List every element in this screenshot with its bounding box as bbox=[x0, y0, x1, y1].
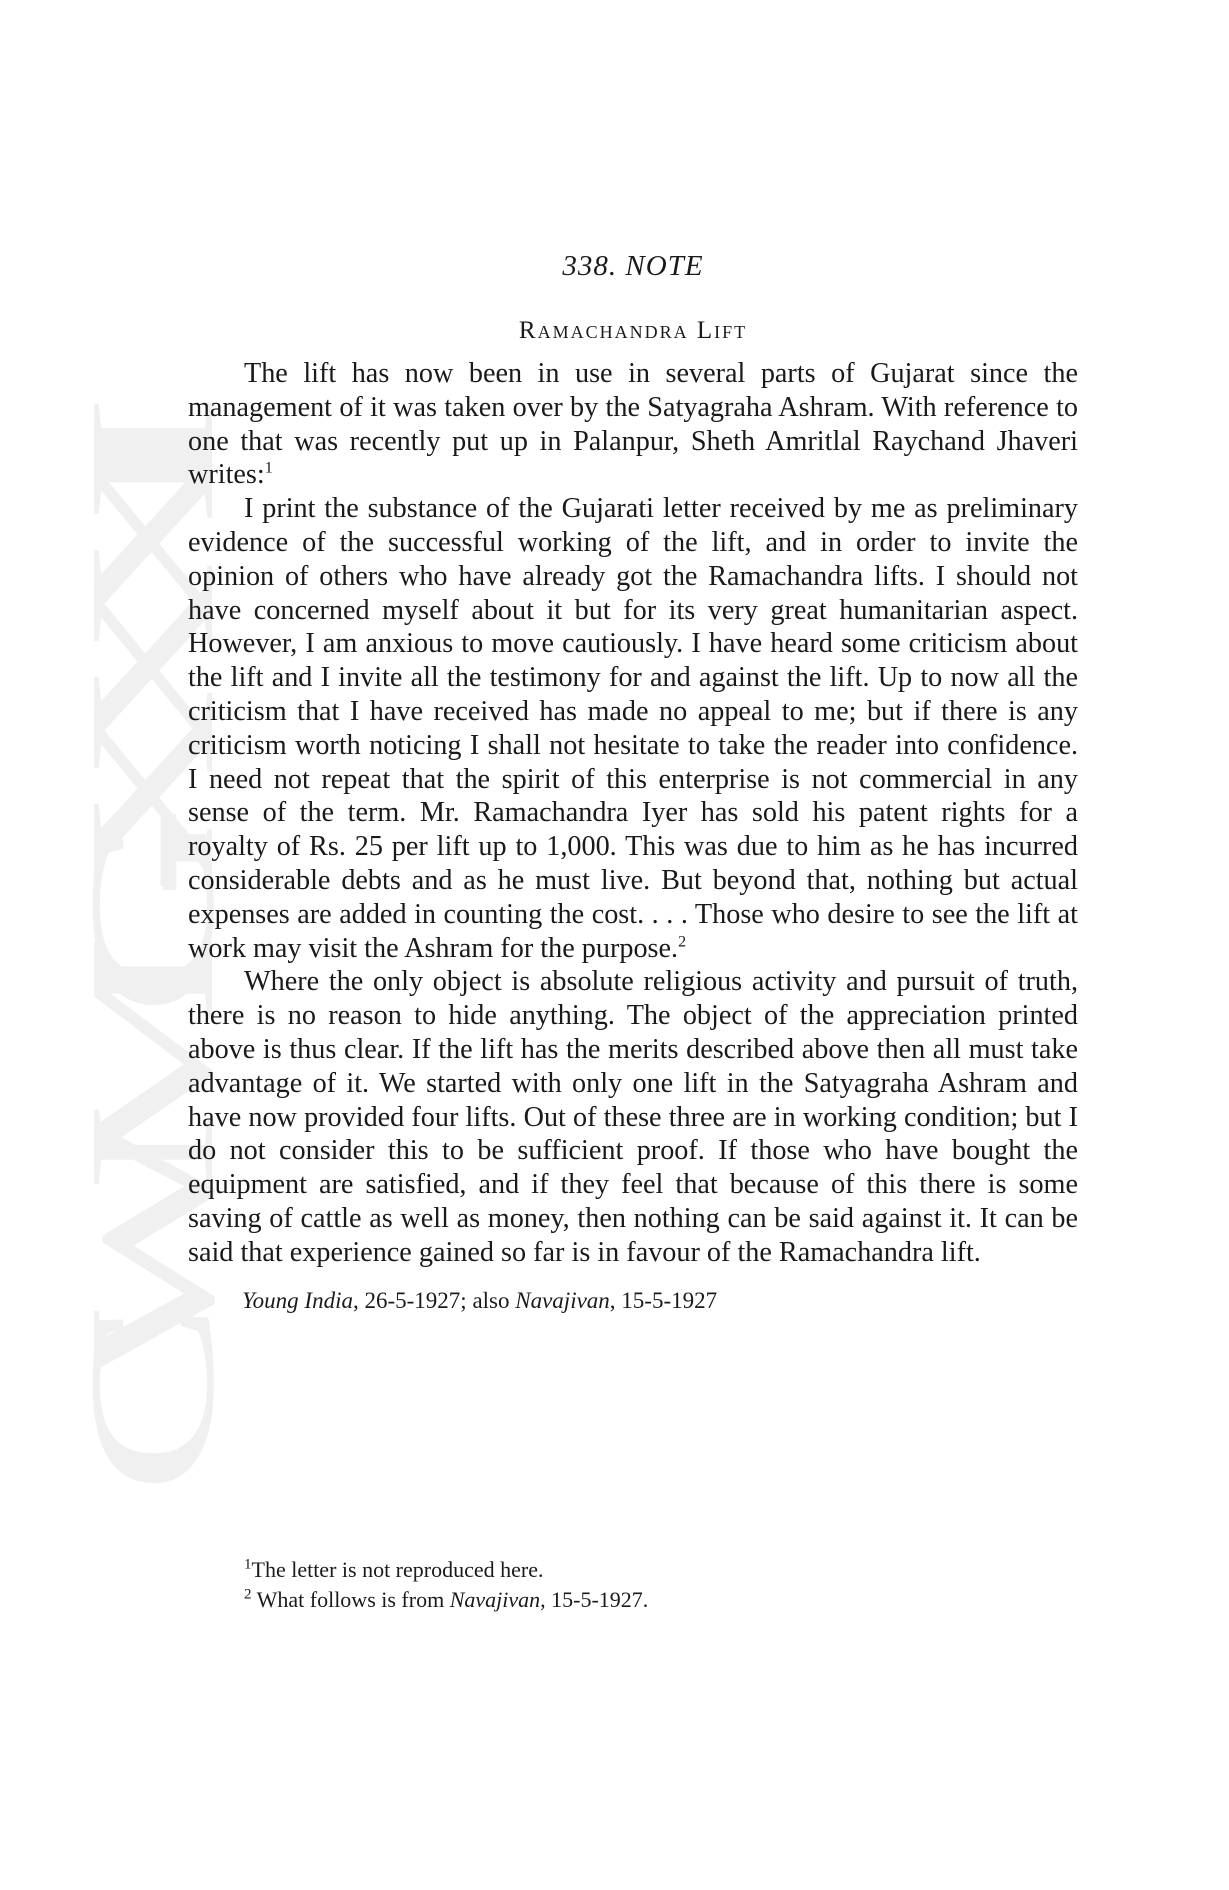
paragraph-conclusion: Where the only object is absolute religious activity and pursuit of truth, there is no reason to hide anything. The object of the appreciation printed above is thus clear. If the lift has the merits described above then all must take advantage of it. We started with only one lift in the Satyagraha Ashram and have now provided four lifts. Out of these three are in working condition; but I do not consider this to be sufficient proof. If those who have bought the equipment are satisfied, and if they feel that because of this there is some saving of cattle as well as money, then nothing can be said against it. It can be said that experience gained so far is in favour of the Ramachandra lift. bbox=[188, 966, 1078, 1268]
paragraph-quoted-letter bbox=[188, 492, 1078, 965]
document-subtitle: Ramachandra Lift bbox=[518, 317, 748, 344]
footnote-2 bbox=[244, 1585, 648, 1615]
footnote-ref-2[interactable]: 2 bbox=[678, 933, 687, 951]
source-publication-1: Young India bbox=[242, 1287, 353, 1313]
footnote-1 bbox=[244, 1555, 648, 1585]
document-title: NOTE bbox=[625, 250, 704, 282]
footnote-1-mark: 1 bbox=[244, 1556, 252, 1573]
paragraph-intro-text: The lift has now been in use in several parts of Gujarat since the management of it was taken over by the Satyagraha Ashram. With reference to one that was recently put up in Palanpur, Sheth Amritlal Raychand Jhaveri writes: bbox=[188, 358, 1078, 491]
footnote-2-text-b: , 15-5-1927. bbox=[540, 1587, 649, 1612]
source-citation bbox=[242, 1288, 1078, 1314]
document-number: 338. bbox=[562, 250, 618, 282]
footnote-2-text-a: What follows is from bbox=[256, 1587, 450, 1612]
footnote-1-text: The letter is not reproduced here. bbox=[251, 1557, 544, 1582]
source-date-2: , 15-5-1927 bbox=[609, 1287, 718, 1313]
document-heading bbox=[188, 250, 1078, 283]
document-body bbox=[188, 250, 1078, 1314]
footnotes bbox=[244, 1555, 648, 1615]
paragraph-quoted-letter-text: I print the substance of the Gujarati letter received by me as preliminary evidence of the successful working of the lift, and in order to invite the opinion of others who have already got the Ramachandra lifts. I should not have concerned myself about it but for its very great humanitarian aspect. However, I am anxious to move cautiously. I have heard some criticism about the lift and I invite all the testimony for and against the lift. Up to now all the criticism that I have received has made no appeal to me; but if there is any criticism worth noticing I shall not hesitate to take the reader into confidence. I need not repeat that the spirit of this enterprise is not commercial in any sense of the term. Mr. Ramachandra Iyer has sold his patent rights for a royalty of Rs. 25 per lift up to 1,000. This was due to him as he has incurred considerable debts and as he must live. But beyond that, nothing but actual expenses are added in counting the cost. . . . Those who desire to see the lift at work may visit the Ashram for the purpose. bbox=[188, 493, 1078, 964]
source-publication-2: Navajivan bbox=[515, 1287, 610, 1313]
paragraph-intro bbox=[188, 357, 1078, 492]
footnote-2-mark: 2 bbox=[244, 1586, 252, 1603]
footnote-ref-1[interactable]: 1 bbox=[264, 460, 273, 477]
source-date-1: , 26-5-1927; also bbox=[352, 1287, 516, 1313]
footnote-2-publication: Navajivan bbox=[449, 1587, 541, 1612]
